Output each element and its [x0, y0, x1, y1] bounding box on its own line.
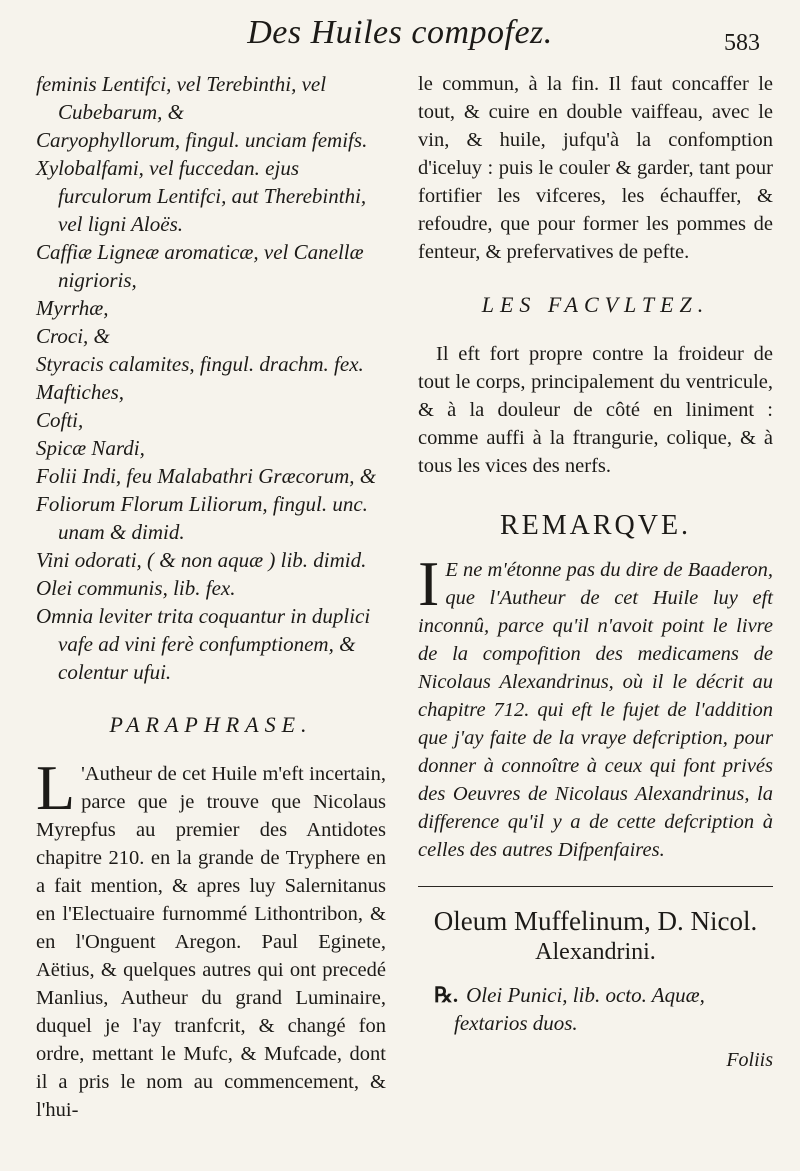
recipe-title: Oleum Muffelinum, D. Nicol.	[433, 906, 758, 936]
ingredient-line: feminis Lentifci, vel Terebinthi, vel Cubebarum, &	[36, 72, 327, 124]
remarque-paragraph	[418, 548, 773, 864]
left-column	[36, 70, 386, 1124]
ingredient-line: Croci, &	[36, 324, 110, 348]
recipe-symbol: ℞.	[434, 983, 459, 1007]
recipe-text: Olei Punici, lib. octo. Aquæ, fextarios duos.	[454, 983, 705, 1035]
running-head: Des Huiles compofez.	[247, 14, 553, 51]
paraphrase-text: 'Autheur de cet Huile m'eft incertain, parce que je trouve que Nicolaus Myrepfus au premier des Antidotes chapitre 210. en la grande de Tryphere en a fait mention, & apres luy Salernitanus en l'Electuaire furnommé Lithontribon, & en l'Onguent Aregon. Paul Eginete, Aëtius, & quelques autres qui ont precedé Manlius, Autheur du grand Luminaire, duquel je l'ay tranfcrit, & changé fon ordre, mettant le Mufc, & Mufcade, dont il a pris le nom au commencement, & l'hui-	[36, 763, 386, 1121]
faculties-text: Il eft fort propre contre la froideur de tout le corps, principalement du ventricule, & à la douleur de côté en liniment : comme auffi à la ftrangurie, colique, & à tous les vices des nerfs.	[418, 343, 773, 477]
ingredient-line: Caryophyllorum, fingul. unciam femifs.	[36, 128, 368, 152]
ingredient-line: Folii Indi, feu Malabathri Græcorum, &	[36, 464, 377, 488]
drop-cap: L	[36, 752, 76, 823]
catchword: Foliis	[726, 1049, 773, 1071]
ingredient-list	[36, 70, 386, 686]
page-number: 583	[724, 30, 760, 56]
ingredient-line: Xylobalfami, vel fuccedan. ejus furculorum Lentifci, aut Therebinthi, vel ligni Aloës.	[36, 156, 367, 236]
remarque-text: E ne m'étonne pas du dire de Baaderon, que l'Autheur de cet Huile luy eft inconnû, parce qu'il n'avoit point le livre de la compofition des medicamens de Nicolaus Alexandrinus, où il le décrit au chapitre 712. qui eft le fujet de l'addition que j'ay faite de la vraye defcription, pour donner à connoître à ceux qui font privés des Oeuvres de Nicolaus Alexandrinus, la difference qu'il y a de cette defcription à celles des autres Difpenfaires.	[418, 559, 773, 861]
ingredient-line: Vini odorati, ( & non aquæ ) lib. dimid.	[36, 548, 367, 572]
ingredient-line: Cofti,	[36, 408, 84, 432]
remarque-heading: REMARQVE.	[499, 510, 692, 541]
paraphrase-paragraph	[36, 752, 386, 1124]
drop-cap: I	[418, 548, 440, 619]
ingredient-line: Omnia leviter trita coquantur in duplici vafe ad vini ferè confumptionem, & colentur ufui.	[36, 604, 371, 684]
section-divider	[418, 886, 773, 887]
ingredient-line: Maftiches,	[36, 380, 125, 404]
ingredient-line: Caffiæ Ligneæ aromaticæ, vel Canellæ nigrioris,	[36, 240, 364, 292]
ingredient-line: Foliorum Florum Liliorum, fingul. unc. unam & dimid.	[36, 492, 368, 544]
right-column	[418, 70, 773, 1072]
faculties-heading: LES FACVLTEZ.	[481, 292, 710, 317]
recipe-subtitle: Alexandrini.	[535, 939, 656, 965]
ingredient-line: Olei communis, lib. fex.	[36, 576, 236, 600]
recipe-line	[418, 981, 773, 1037]
ingredient-line: Myrrhæ,	[36, 296, 109, 320]
continuation-text: le commun, à la fin. Il faut concaffer le tout, & cuire en double vaiffeau, avec le vin, & huile, jufqu'à la confomption d'iceluy : puis le couler & garder, tant pour fortifier les vifceres, les échauffer, & refoudre, que pour former les pommes de fenteur, & prefervatives de pefte.	[418, 73, 773, 263]
paraphrase-heading: PARAPHRASE.	[109, 712, 313, 737]
ingredient-line: Styracis calamites, fingul. drachm. fex.	[36, 352, 364, 376]
ingredient-line: Spicæ Nardi,	[36, 436, 145, 460]
